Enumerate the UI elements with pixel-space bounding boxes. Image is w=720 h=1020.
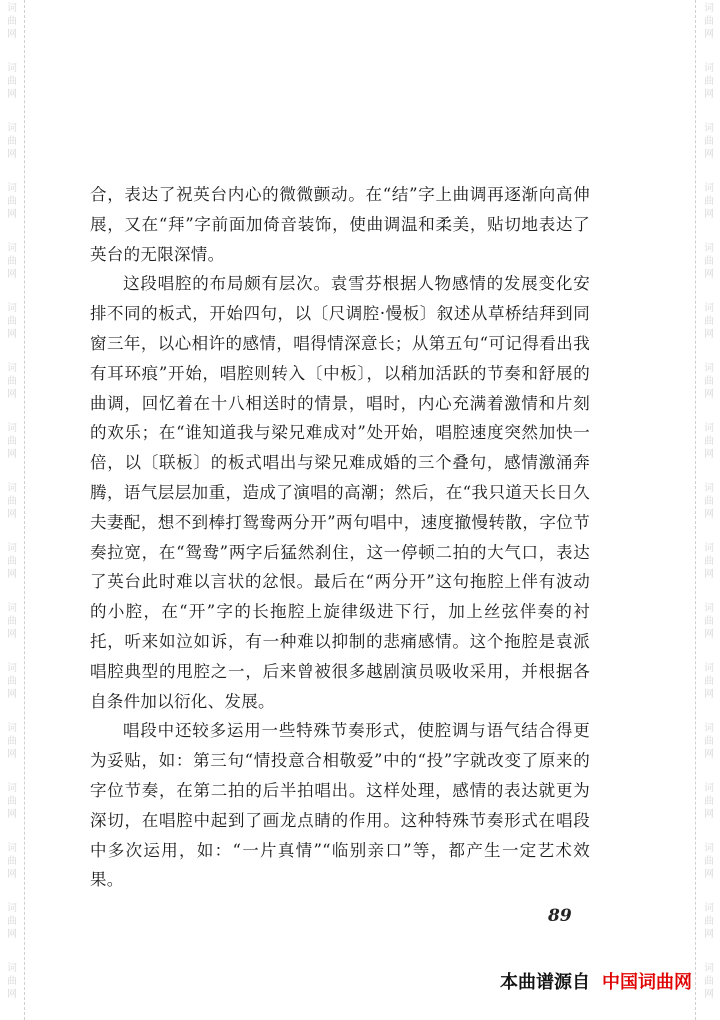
side-watermark: 词曲网 <box>7 723 17 760</box>
side-watermark: 词曲网 <box>7 3 17 40</box>
side-watermark: 词曲网 <box>7 663 17 700</box>
side-watermark: 词曲网 <box>7 603 17 640</box>
side-watermark: 词曲网 <box>7 903 17 940</box>
side-watermark: 词曲网 <box>7 123 17 160</box>
side-watermark: 词曲网 <box>704 783 714 820</box>
side-watermark: 词曲网 <box>704 723 714 760</box>
paragraph-continuation: 合，表达了祝英台内心的微微颤动。在“结”字上曲调再逐渐向高伸展，又在“拜”字前面加倚音装饰，使曲调温和柔美，贴切地表达了英台的无限深情。 <box>90 185 590 264</box>
side-watermark: 词曲网 <box>704 123 714 160</box>
site-name: 中国词曲网 <box>602 972 692 993</box>
side-watermark: 词曲网 <box>704 423 714 460</box>
side-watermark: 词曲网 <box>704 363 714 400</box>
side-watermark: 词曲网 <box>7 543 17 580</box>
side-watermark: 词曲网 <box>7 963 17 1000</box>
right-margin-strip <box>695 0 720 1020</box>
side-watermark: 词曲网 <box>7 243 17 280</box>
paragraph-rhythm-analysis: 唱段中还较多运用一些特殊节奏形式，使腔调与语气结合得更为妥贴，如：第三句“情投意合相敬爱”中的“投”字就改变了原来的字位节奏，在第二拍的后半拍唱出。这样处理，感情的表达就更为深切，在唱腔中起到了画龙点睛的作用。这种特殊节奏形式在唱段中多次运用，如：“一片真情”“临别亲口”等，都产生一定艺术效果。 <box>90 721 590 890</box>
side-watermark: 词曲网 <box>704 603 714 640</box>
side-watermark: 词曲网 <box>7 303 17 340</box>
left-margin-strip <box>0 0 25 1020</box>
side-watermark: 词曲网 <box>7 843 17 880</box>
page-body <box>90 180 590 895</box>
source-label: 本曲谱源自 <box>500 972 590 993</box>
page-number: 89 <box>548 906 572 926</box>
source-footer <box>500 968 692 994</box>
side-watermark: 词曲网 <box>7 363 17 400</box>
side-watermark: 词曲网 <box>7 63 17 100</box>
side-watermark: 词曲网 <box>704 663 714 700</box>
side-watermark: 词曲网 <box>704 543 714 580</box>
side-watermark: 词曲网 <box>704 483 714 520</box>
side-watermark: 词曲网 <box>704 843 714 880</box>
side-watermark: 词曲网 <box>704 303 714 340</box>
side-watermark: 词曲网 <box>7 783 17 820</box>
side-watermark: 词曲网 <box>7 483 17 520</box>
side-watermark: 词曲网 <box>7 183 17 220</box>
side-watermark: 词曲网 <box>704 243 714 280</box>
side-watermark: 词曲网 <box>704 63 714 100</box>
side-watermark: 词曲网 <box>704 963 714 1000</box>
side-watermark: 词曲网 <box>704 3 714 40</box>
paragraph-layout-analysis: 这段唱腔的布局颇有层次。袁雪芬根据人物感情的发展变化安排不同的板式，开始四句，以〔尺调腔·慢板〕叙述从草桥结拜到同窗三年，以心相许的感情，唱得情深意长；从第五句“可记得看出我有耳环痕”开始，唱腔则转入〔中板〕，以稍加活跃的节奏和舒展的曲调，回忆着在十八相送时的情景，唱时，内心充满着激情和片刻的欢乐；在“谁知道我与梁兄难成对”处开始，唱腔速度突然加快一倍，以〔联板〕的板式唱出与梁兄难成婚的三个叠句，感情激涌奔腾，语气层层加重，造成了演唱的高潮；然后，在“我只道天长日久夫妻配，想不到棒打鸳鸯两分开”两句唱中，速度撤慢转散，字位节奏拉宽，在“鸳鸯”两字后猛然刹住，这一停顿二拍的大气口，表达了英台此时难以言状的忿恨。最后在“两分开”这句拖腔上伴有波动的小腔，在“开”字的长拖腔上旋律级进下行，加上丝弦伴奏的衬托，听来如泣如诉，有一种难以抑制的悲痛感情。这个拖腔是袁派唱腔典型的甩腔之一，后来曾被很多越剧演员吸收采用，并根据各自条件加以衍化、发展。 <box>90 274 590 711</box>
side-watermark: 词曲网 <box>7 423 17 460</box>
side-watermark: 词曲网 <box>704 903 714 940</box>
side-watermark: 词曲网 <box>704 183 714 220</box>
